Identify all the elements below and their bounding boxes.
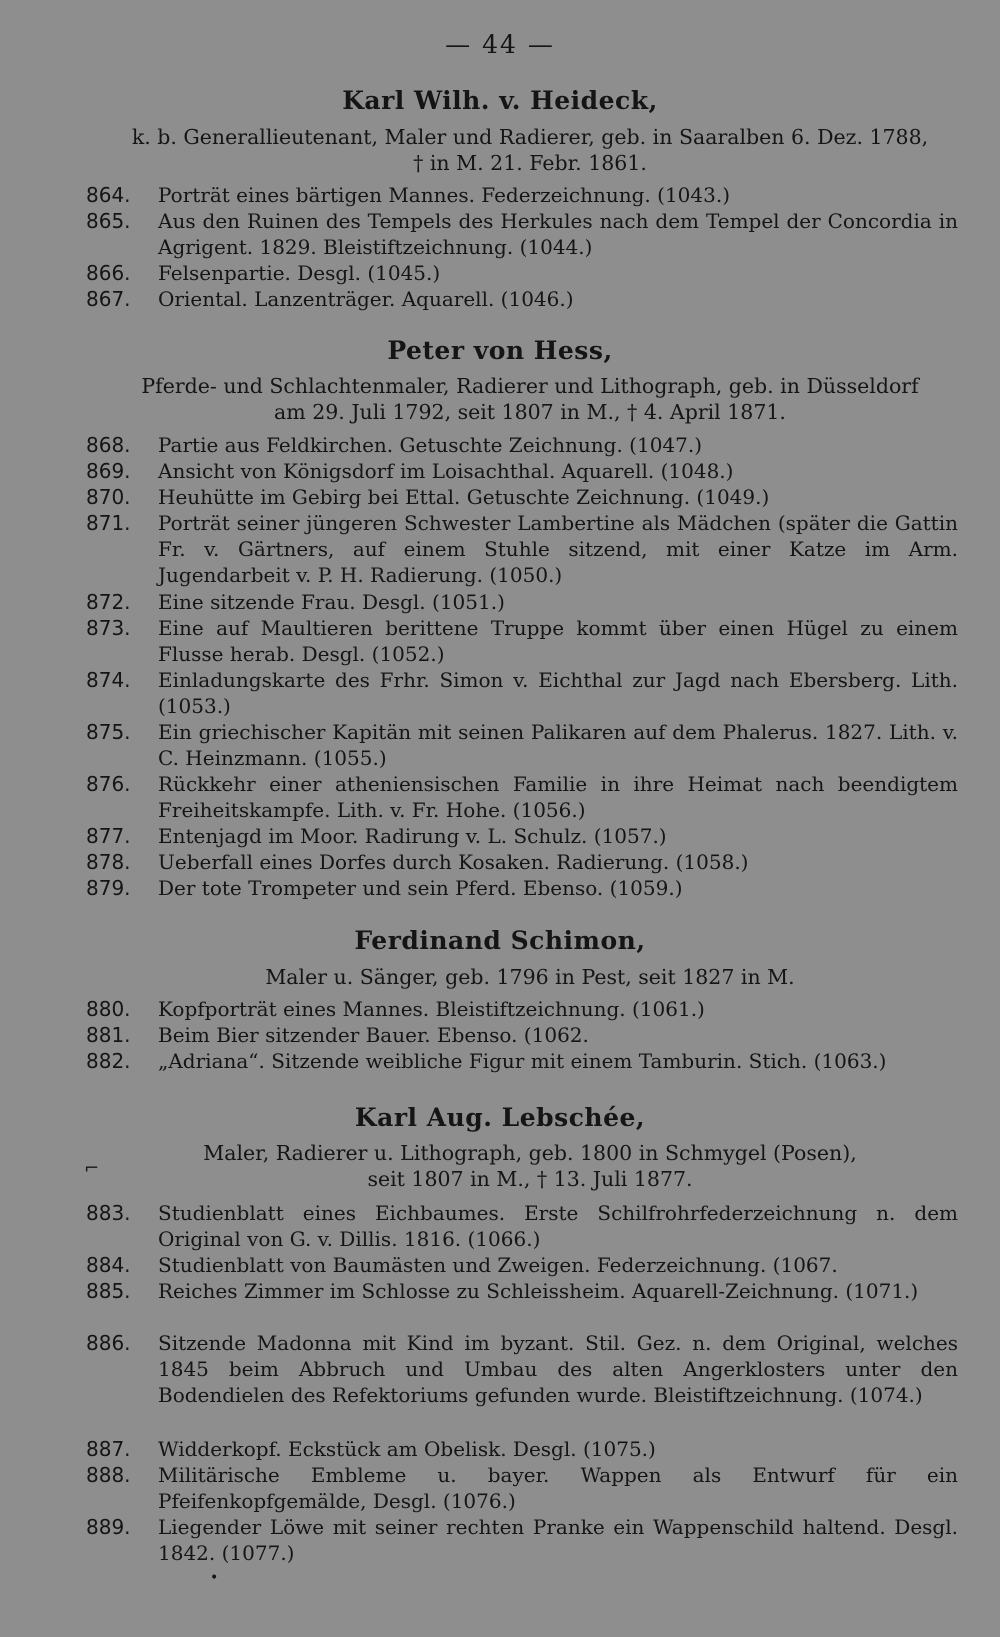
bio-line: seit 1807 in M., † 13. Juli 1877. — [367, 1167, 693, 1191]
artist-heading: Peter von Hess, — [387, 336, 613, 365]
entry-text: Ein griechischer Kapitän mit seinen Palikaren auf dem Phalerus. 1827. Lith. v. C. Heinzmann. (1055.) — [158, 720, 958, 770]
artist-heading: Ferdinand Schimon, — [354, 926, 646, 955]
entry-number: 886. — [86, 1331, 131, 1355]
entry-number: 882. — [86, 1049, 131, 1073]
entry-text: Einladungskarte des Frhr. Simon v. Eichthal zur Jagd nach Ebersberg. Lith. (1053.) — [158, 668, 958, 718]
entry-text: Porträt eines bärtigen Mannes. Federzeichnung. (1043.) — [158, 183, 731, 207]
entry-number: 880. — [86, 997, 131, 1021]
bio-line: Maler u. Sänger, geb. 1796 in Pest, seit 1827 in M. — [265, 965, 795, 989]
entry-text: Der tote Trompeter und sein Pferd. Ebenso. (1059.) — [158, 876, 683, 900]
entry-number: 878. — [86, 850, 131, 874]
entry-number: 864. — [86, 183, 131, 207]
entry-number: 868. — [86, 433, 131, 457]
entry-text: Ansicht von Königsdorf im Loisachthal. Aquarell. (1048.) — [158, 459, 734, 483]
artist-bio — [100, 1140, 960, 1192]
entry-text: Sitzende Madonna mit Kind im byzant. Stil. Gez. n. dem Original, welches 1845 beim Abbruch und Umbau des alten Angerklosters unter den Bodendielen des Refektoriums gefunden wurde. Bleistiftzeichnung. (1074.) — [158, 1331, 958, 1407]
entry-text: Studienblatt von Baumästen und Zweigen. Federzeichnung. (1067. — [158, 1253, 838, 1277]
entry-number: 871. — [86, 511, 131, 535]
entry-text: Studienblatt eines Eichbaumes. Erste Schilfrohrfederzeichnung n. dem Original von G. v. Dillis. 1816. (1066.) — [158, 1201, 958, 1251]
entry-text: Porträt seiner jüngeren Schwester Lambertine als Mädchen (später die Gattin Fr. v. Gärtners, auf einem Stuhle sitzend, mit einer Katze im Arm. Jugendarbeit v. P. H. Radierung. (1050.) — [158, 511, 958, 587]
bio-line: † in M. 21. Febr. 1861. — [413, 151, 647, 175]
entry-text: Rückkehr einer atheniensischen Familie in ihre Heimat nach beendigtem Freiheitskampfe. Lith. v. Fr. Hohe. (1056.) — [158, 772, 958, 822]
bio-line: am 29. Juli 1792, seit 1807 in M., † 4. April 1871. — [274, 400, 786, 424]
entry-number: 874. — [86, 668, 131, 692]
entry-number: 877. — [86, 824, 131, 848]
entry-text: Kopfporträt eines Mannes. Bleistiftzeichnung. (1061.) — [158, 997, 705, 1021]
entry-text: Reiches Zimmer im Schlosse zu Schleissheim. Aquarell-Zeichnung. (1071.) — [158, 1279, 919, 1303]
bio-line: Pferde- und Schlachtenmaler, Radierer und Lithograph, geb. in Düsseldorf — [141, 374, 919, 398]
artist-heading: Karl Aug. Lebschée, — [354, 1103, 646, 1132]
page-number: — 44 — — [445, 30, 555, 59]
artist-bio — [100, 373, 960, 425]
entry-text: Widderkopf. Eckstück am Obelisk. Desgl. (1075.) — [158, 1437, 656, 1461]
entry-text: Militärische Embleme u. bayer. Wappen als Entwurf für ein Pfeifenkopfgemälde, Desgl. (1076.) — [158, 1463, 958, 1513]
entry-number: 881. — [86, 1023, 131, 1047]
entry-number: 879. — [86, 876, 131, 900]
stray-mark: ⌐ — [84, 1158, 100, 1179]
entry-number: 888. — [86, 1463, 131, 1487]
entry-text: Oriental. Lanzenträger. Aquarell. (1046.) — [158, 287, 574, 311]
entry-text: Liegender Löwe mit seiner rechten Pranke ein Wappenschild haltend. Desgl. 1842. (1077.) — [158, 1515, 958, 1565]
artist-bio — [100, 964, 960, 990]
bio-line: Maler, Radierer u. Lithograph, geb. 1800 in Schmygel (Posen), — [203, 1141, 857, 1165]
entry-number: 866. — [86, 261, 131, 285]
entry-number: 875. — [86, 720, 131, 744]
entry-text: Eine auf Maultieren berittene Truppe kommt über einen Hügel zu einem Flusse herab. Desgl. (1052.) — [158, 616, 958, 666]
entry-text: Ueberfall eines Dorfes durch Kosaken. Radierung. (1058.) — [158, 850, 749, 874]
entry-number: 865. — [86, 209, 131, 233]
entry-number: 889. — [86, 1515, 131, 1539]
entry-text: Beim Bier sitzender Bauer. Ebenso. (1062. — [158, 1023, 589, 1047]
entry-text: Partie aus Feldkirchen. Getuschte Zeichnung. (1047.) — [158, 433, 703, 457]
entry-number: 870. — [86, 485, 131, 509]
entry-text: Entenjagd im Moor. Radirung v. L. Schulz. (1057.) — [158, 824, 667, 848]
entry-number: 876. — [86, 772, 131, 796]
stray-dot: • — [210, 1570, 219, 1586]
entry-text: Eine sitzende Frau. Desgl. (1051.) — [158, 590, 505, 614]
entry-number: 872. — [86, 590, 131, 614]
entry-number: 884. — [86, 1253, 131, 1277]
artist-heading: Karl Wilh. v. Heideck, — [342, 86, 658, 115]
entry-text: „Adriana“. Sitzende weibliche Figur mit einem Tamburin. Stich. (1063.) — [158, 1049, 887, 1073]
entry-number: 869. — [86, 459, 131, 483]
artist-bio — [100, 124, 960, 176]
entry-number: 873. — [86, 616, 131, 640]
bio-line: k. b. Generallieutenant, Maler und Radierer, geb. in Saaralben 6. Dez. 1788, — [131, 125, 929, 149]
entry-number: 887. — [86, 1437, 131, 1461]
entry-number: 883. — [86, 1201, 131, 1225]
entry-text: Aus den Ruinen des Tempels des Herkules nach dem Tempel der Concordia in Agrigent. 1829. Bleistiftzeichnung. (1044.) — [158, 209, 958, 259]
entry-text: Heuhütte im Gebirg bei Ettal. Getuschte Zeichnung. (1049.) — [158, 485, 770, 509]
entry-text: Felsenpartie. Desgl. (1045.) — [158, 261, 441, 285]
entry-number: 867. — [86, 287, 131, 311]
entry-number: 885. — [86, 1279, 131, 1303]
